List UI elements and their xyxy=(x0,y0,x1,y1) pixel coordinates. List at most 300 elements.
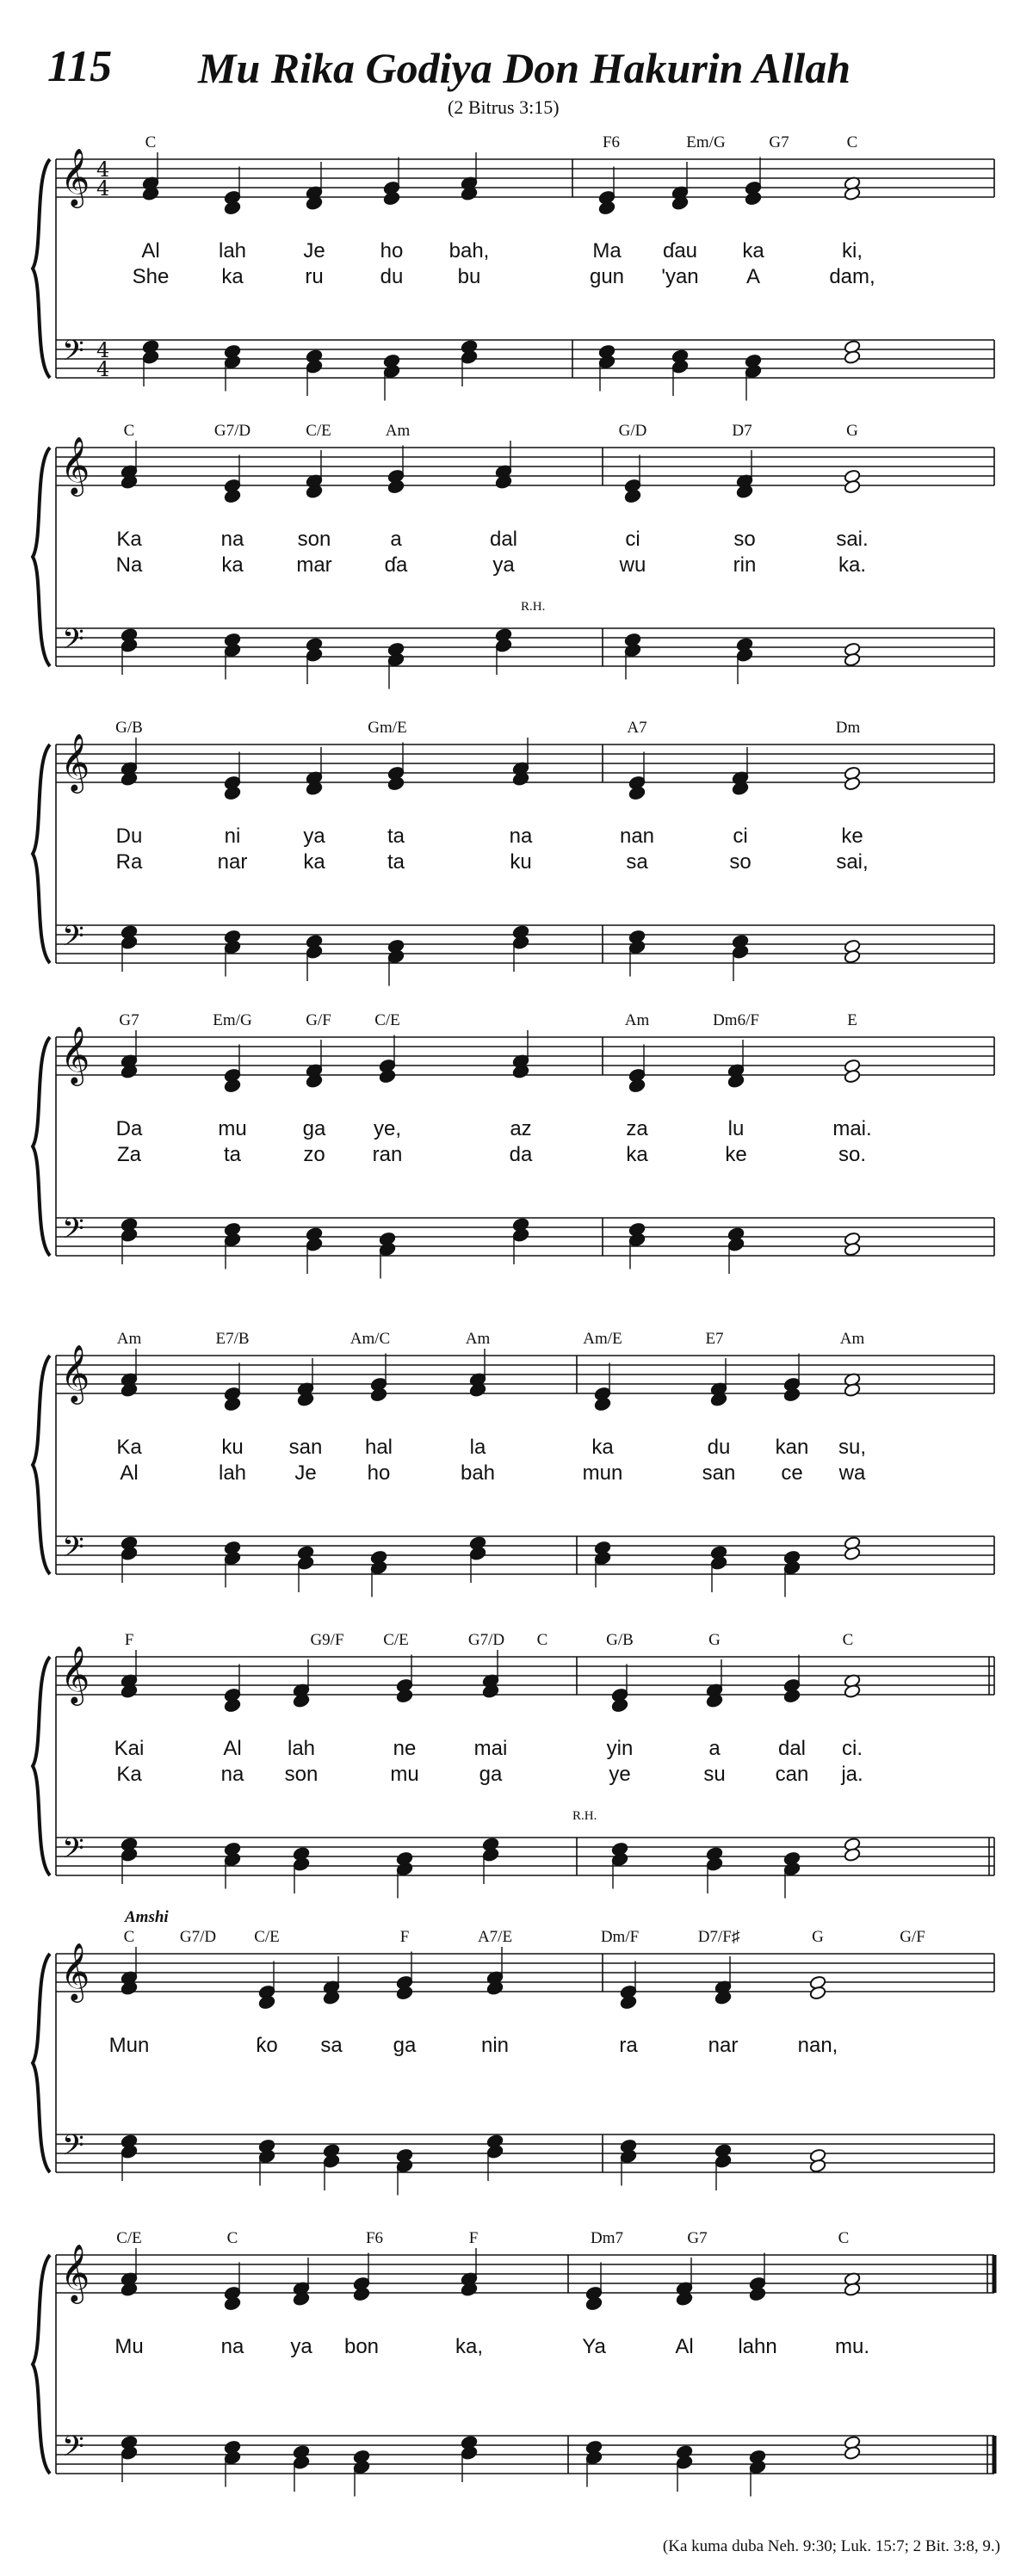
bass-notehead xyxy=(585,2450,603,2465)
lyric-syllable: bah xyxy=(460,1461,496,1485)
lyric-syllable: san xyxy=(702,1461,736,1485)
lyric-syllable: lahn xyxy=(738,2335,777,2358)
lyric-syllable: sai. xyxy=(836,528,869,551)
chord-symbol: G/B xyxy=(606,1631,634,1649)
bass-notehead xyxy=(624,643,641,658)
staff-graphics xyxy=(0,1924,1033,2208)
treble-notehead xyxy=(258,1995,275,2010)
chord-symbol: Am xyxy=(116,1330,142,1348)
bass-notehead xyxy=(121,2445,138,2460)
lyric-syllable: ka xyxy=(742,239,764,263)
lyric-syllable: Za xyxy=(116,1143,142,1166)
lyric-syllable: la xyxy=(469,1436,486,1459)
time-signature: 4 xyxy=(96,158,110,182)
treble-notehead xyxy=(671,195,689,210)
lyric-syllable: yin xyxy=(606,1737,634,1760)
lyric-syllable: sa xyxy=(626,850,648,874)
treble-notehead xyxy=(732,781,749,795)
bass-notehead xyxy=(749,2460,766,2474)
lyric-syllable: wu xyxy=(619,553,646,577)
chord-symbol: E xyxy=(847,1011,857,1029)
lyric-syllable: na xyxy=(220,2335,244,2358)
treble-clef: 𝄞 xyxy=(60,147,90,206)
bass-clef: 𝄢 xyxy=(62,920,84,960)
lyric-syllable: lah xyxy=(218,239,247,263)
treble-notehead xyxy=(396,1986,413,2000)
lyric-syllable: so xyxy=(733,528,756,551)
bass-notehead xyxy=(142,349,159,364)
lyric-syllable: mu xyxy=(390,1763,419,1786)
lyric-syllable: nar xyxy=(217,850,248,874)
lyric-syllable: ta xyxy=(223,1143,242,1166)
treble-notehead xyxy=(323,1990,340,2005)
lyric-syllable: Du xyxy=(115,825,143,848)
lyric-syllable: Kai xyxy=(114,1737,145,1760)
lyric-syllable: sai, xyxy=(836,850,869,874)
lyric-syllable: dam, xyxy=(829,265,875,288)
treble-clef: 𝄞 xyxy=(60,436,90,494)
brace xyxy=(33,1954,50,2172)
lyric-syllable: Mun xyxy=(108,2034,150,2057)
system-7 xyxy=(0,1908,1033,2208)
lyric-syllable: ka. xyxy=(838,553,867,577)
bass-notehead xyxy=(383,364,400,379)
treble-notehead xyxy=(387,479,405,494)
scripture-reference: (2 Bitrus 3:15) xyxy=(448,96,560,118)
treble-notehead xyxy=(306,195,323,210)
treble-notehead xyxy=(809,1986,826,2000)
lyric-syllable: bah, xyxy=(448,239,490,263)
treble-notehead xyxy=(844,1069,861,1084)
time-signature: 4 xyxy=(96,176,110,201)
bass-notehead xyxy=(676,2455,693,2469)
lyric-syllable: Al xyxy=(223,1737,242,1760)
brace xyxy=(33,1037,50,1256)
chord-symbol: Gm/E xyxy=(368,719,407,737)
bass-notehead xyxy=(783,1560,801,1575)
lyric-syllable: wa xyxy=(838,1461,866,1485)
bass-notehead xyxy=(783,1862,801,1876)
treble-notehead xyxy=(293,2291,310,2306)
staff-graphics xyxy=(0,2225,1033,2509)
lyric-syllable: Je xyxy=(303,239,325,263)
lyric-syllable: ci xyxy=(625,528,640,551)
lyric-syllable: ce xyxy=(781,1461,803,1485)
bass-notehead xyxy=(258,2149,275,2164)
chord-symbol: Dm/F xyxy=(600,1928,640,1946)
lyric-syllable: da xyxy=(509,1143,533,1166)
lyric-syllable: son xyxy=(297,528,331,551)
lyric-syllable: Na xyxy=(115,553,143,577)
chord-symbol: Am xyxy=(624,1011,650,1029)
system-5 xyxy=(0,1325,1033,1609)
lyric-syllable: du xyxy=(707,1436,731,1459)
treble-notehead xyxy=(512,1064,529,1078)
chord-symbol: F xyxy=(399,1928,410,1946)
lyric-syllable: na xyxy=(220,1763,244,1786)
bass-notehead xyxy=(495,638,512,652)
treble-notehead xyxy=(121,474,138,489)
hymn-number: 115 xyxy=(47,42,113,91)
chord-symbol: G7/D xyxy=(467,1631,505,1649)
lyric-syllable: ra xyxy=(619,2034,638,2057)
treble-notehead xyxy=(611,1698,628,1713)
bass-notehead xyxy=(121,638,138,652)
treble-notehead xyxy=(353,2287,370,2301)
bass-notehead xyxy=(745,364,762,379)
lyric-syllable: sa xyxy=(320,2034,343,2057)
right-hand-marker: R.H. xyxy=(521,600,546,614)
chord-symbol: A7/E xyxy=(477,1928,513,1946)
treble-clef: 𝄞 xyxy=(60,1344,90,1402)
lyric-syllable: nan xyxy=(619,825,655,848)
chord-symbol: Am xyxy=(385,422,411,440)
brace xyxy=(33,2255,50,2474)
treble-notehead xyxy=(121,1980,138,1995)
treble-notehead xyxy=(706,1693,723,1708)
chord-symbol: Em/G xyxy=(213,1011,252,1029)
bass-notehead xyxy=(727,1237,745,1251)
lyric-syllable: She xyxy=(132,265,170,288)
bass-notehead xyxy=(714,2153,732,2168)
lyric-syllable: can xyxy=(775,1763,809,1786)
chord-symbol: F xyxy=(124,1631,134,1649)
lyric-syllable: bu xyxy=(457,265,481,288)
bass-notehead xyxy=(379,1242,396,1257)
lyric-syllable: Ka xyxy=(116,1436,142,1459)
lyric-syllable: zo xyxy=(303,1143,325,1166)
treble-notehead xyxy=(844,186,861,201)
lyric-syllable: nin xyxy=(480,2034,510,2057)
treble-notehead xyxy=(844,1683,861,1698)
treble-notehead xyxy=(379,1069,396,1084)
bass-clef: 𝄢 xyxy=(62,1832,84,1872)
bass-clef: 𝄢 xyxy=(62,1213,84,1252)
treble-notehead xyxy=(224,2296,241,2311)
bass-notehead xyxy=(121,1546,138,1560)
chord-symbol: F xyxy=(468,2229,479,2247)
treble-notehead xyxy=(461,2282,478,2296)
lyric-syllable: ka xyxy=(591,1436,614,1459)
lyric-syllable: du xyxy=(380,265,404,288)
treble-notehead xyxy=(469,1382,486,1397)
lyric-syllable: ka xyxy=(626,1143,648,1166)
chord-symbol: E7/B xyxy=(215,1330,250,1348)
lyric-syllable: ka xyxy=(221,265,244,288)
treble-notehead xyxy=(594,1397,611,1412)
lyric-syllable: so. xyxy=(838,1143,867,1166)
bass-notehead xyxy=(224,1551,241,1566)
bass-notehead xyxy=(844,2445,861,2460)
lyric-syllable: A xyxy=(745,265,761,288)
treble-notehead xyxy=(486,1980,504,1995)
lyric-syllable: ye xyxy=(609,1763,631,1786)
bass-notehead xyxy=(121,1227,138,1242)
chord-symbol: G7/D xyxy=(213,422,251,440)
bass-notehead xyxy=(121,935,138,949)
lyric-syllable: gun xyxy=(589,265,625,288)
bass-notehead xyxy=(121,2144,138,2159)
chord-symbol: G/F xyxy=(900,1928,925,1946)
chord-symbol: C xyxy=(226,2229,238,2247)
bass-notehead xyxy=(306,944,323,959)
lyric-syllable: ye, xyxy=(373,1117,402,1140)
bass-notehead xyxy=(598,355,615,369)
chord-symbol: C xyxy=(846,133,858,151)
brace xyxy=(33,1356,50,1574)
system-2 xyxy=(0,417,1033,701)
bass-notehead xyxy=(611,1852,628,1867)
lyric-syllable: Al xyxy=(675,2335,694,2358)
hymn-title: Mu Rika Godiya Don Hakurin Allah xyxy=(198,44,851,92)
brace xyxy=(33,448,50,666)
treble-notehead xyxy=(121,771,138,786)
lyric-syllable: ni xyxy=(224,825,241,848)
bass-notehead xyxy=(628,1232,646,1247)
lyric-syllable: son xyxy=(284,1763,319,1786)
treble-notehead xyxy=(370,1387,387,1402)
treble-notehead xyxy=(142,186,159,201)
treble-notehead xyxy=(224,1698,241,1713)
chord-symbol: G7 xyxy=(769,133,789,151)
bass-notehead xyxy=(353,2460,370,2474)
chord-symbol: Dm7 xyxy=(591,2229,623,2247)
bass-notehead xyxy=(844,949,861,964)
bass-clef: 𝄢 xyxy=(62,335,84,374)
bass-notehead xyxy=(732,944,749,959)
brace xyxy=(33,744,50,963)
time-signature: 4 xyxy=(96,357,110,381)
chord-symbol: C/E xyxy=(254,1928,280,1946)
bass-notehead xyxy=(512,1227,529,1242)
lyric-syllable: ƙo xyxy=(256,2034,278,2057)
chord-symbol: C xyxy=(123,1928,135,1946)
chord-symbol: G7/D xyxy=(179,1928,217,1946)
bass-notehead xyxy=(323,2153,340,2168)
treble-notehead xyxy=(585,2296,603,2311)
lyric-syllable: Mu xyxy=(114,2335,144,2358)
lyric-syllable: Ra xyxy=(115,850,143,874)
bass-notehead xyxy=(461,2445,478,2460)
bass-clef: 𝄢 xyxy=(62,623,84,663)
lyric-syllable: hal xyxy=(364,1436,393,1459)
lyric-syllable: ru xyxy=(305,265,324,288)
bass-notehead xyxy=(844,349,861,364)
chord-symbol: D7 xyxy=(732,422,752,440)
lyric-syllable: kan xyxy=(775,1436,809,1459)
staff-graphics xyxy=(0,1627,1033,1911)
bass-notehead xyxy=(710,1555,727,1570)
bass-notehead xyxy=(224,940,241,954)
bass-notehead xyxy=(512,935,529,949)
footer-references: (Ka kuma duba Neh. 9:30; Luk. 15:7; 2 Bit. 3:8, 9.) xyxy=(662,2537,1000,2555)
bass-notehead xyxy=(706,1856,723,1871)
lyric-syllable: bon xyxy=(343,2335,380,2358)
lyric-syllable: mai. xyxy=(832,1117,872,1140)
treble-notehead xyxy=(745,191,762,206)
lyric-syllable: lah xyxy=(287,1737,316,1760)
lyric-syllable: mai xyxy=(473,1737,508,1760)
chord-symbol: G xyxy=(812,1928,824,1946)
bass-notehead xyxy=(387,652,405,667)
brace xyxy=(33,159,50,378)
bass-notehead xyxy=(671,359,689,374)
system-3 xyxy=(0,714,1033,998)
bass-notehead xyxy=(844,1242,861,1257)
lyric-syllable: su xyxy=(703,1763,726,1786)
lyric-syllable: mu. xyxy=(834,2335,870,2358)
lyric-syllable: san xyxy=(288,1436,323,1459)
bass-notehead xyxy=(461,349,478,364)
treble-notehead xyxy=(297,1392,314,1406)
lyric-syllable: a xyxy=(708,1737,721,1760)
treble-clef: 𝄞 xyxy=(60,1025,90,1084)
lyric-syllable: ku xyxy=(510,850,532,874)
treble-notehead xyxy=(844,1382,861,1397)
lyric-syllable: dal xyxy=(489,528,518,551)
treble-notehead xyxy=(224,786,241,800)
chord-symbol: C/E xyxy=(116,2229,142,2247)
bass-notehead xyxy=(121,1847,138,1862)
bass-notehead xyxy=(809,2159,826,2173)
bass-notehead xyxy=(396,2159,413,2173)
lyric-syllable: ke xyxy=(725,1143,747,1166)
lyric-syllable: ga xyxy=(479,1763,503,1786)
chord-symbol: C/E xyxy=(306,422,331,440)
lyric-syllable: ki, xyxy=(842,239,863,263)
chord-symbol: C/E xyxy=(383,1631,409,1649)
treble-notehead xyxy=(121,1683,138,1698)
staff-graphics xyxy=(0,417,1033,701)
lyric-syllable: ku xyxy=(221,1436,244,1459)
lyric-syllable: ya xyxy=(290,2335,312,2358)
lyric-syllable: ta xyxy=(387,850,405,874)
bass-notehead xyxy=(306,1237,323,1251)
lyric-syllable: az xyxy=(510,1117,532,1140)
chord-symbol: C xyxy=(536,1631,548,1649)
treble-notehead xyxy=(628,786,646,800)
treble-notehead xyxy=(293,1693,310,1708)
chord-symbol: Dm xyxy=(835,719,861,737)
bass-notehead xyxy=(370,1560,387,1575)
section-label: Amshi xyxy=(125,1908,169,1926)
treble-notehead xyxy=(224,1078,241,1093)
chord-symbol: G/F xyxy=(306,1011,331,1029)
lyric-syllable: ran xyxy=(372,1143,403,1166)
treble-notehead xyxy=(383,191,400,206)
lyric-syllable: Ya xyxy=(582,2335,606,2358)
treble-notehead xyxy=(624,489,641,503)
chord-symbol: Em/G xyxy=(686,133,726,151)
lyric-syllable: Al xyxy=(141,239,160,263)
bass-notehead xyxy=(486,2144,504,2159)
chord-symbol: C xyxy=(145,133,157,151)
chord-symbol: E7 xyxy=(705,1330,724,1348)
bass-notehead xyxy=(297,1555,314,1570)
treble-notehead xyxy=(387,776,405,791)
bass-notehead xyxy=(224,2450,241,2465)
bass-notehead xyxy=(306,359,323,374)
lyric-syllable: na xyxy=(509,825,533,848)
lyric-syllable: Ka xyxy=(116,1763,142,1786)
lyric-syllable: Ka xyxy=(116,528,142,551)
treble-notehead xyxy=(306,781,323,795)
treble-notehead xyxy=(844,2282,861,2296)
right-hand-marker: R.H. xyxy=(572,1809,597,1823)
system-4 xyxy=(0,1007,1033,1291)
chord-symbol: C xyxy=(838,2229,850,2247)
lyric-syllable: na xyxy=(220,528,244,551)
treble-clef: 𝄞 xyxy=(60,2243,90,2301)
chord-symbol: G9/F xyxy=(310,1631,344,1649)
lyric-syllable: ho xyxy=(367,1461,391,1485)
bass-notehead xyxy=(224,355,241,369)
treble-notehead xyxy=(482,1683,499,1698)
treble-clef: 𝄞 xyxy=(60,732,90,791)
treble-notehead xyxy=(306,484,323,498)
treble-notehead xyxy=(121,2282,138,2296)
lyric-syllable: a xyxy=(390,528,402,551)
bass-notehead xyxy=(844,1546,861,1560)
treble-notehead xyxy=(121,1382,138,1397)
treble-notehead xyxy=(461,186,478,201)
treble-notehead xyxy=(710,1392,727,1406)
lyric-syllable: 'yan xyxy=(661,265,699,288)
lyric-syllable: ta xyxy=(387,825,405,848)
lyric-syllable: ya xyxy=(303,825,325,848)
chord-symbol: G xyxy=(708,1631,721,1649)
lyric-syllable: so xyxy=(729,850,752,874)
treble-notehead xyxy=(495,474,512,489)
lyric-syllable: ho xyxy=(380,239,404,263)
lyric-syllable: ka xyxy=(303,850,325,874)
treble-notehead xyxy=(736,484,753,498)
bass-clef: 𝄢 xyxy=(62,2431,84,2470)
treble-clef: 𝄞 xyxy=(60,1942,90,2000)
bass-clef: 𝄢 xyxy=(62,2129,84,2169)
treble-notehead xyxy=(844,479,861,494)
lyric-syllable: ci xyxy=(733,825,748,848)
bass-notehead xyxy=(482,1847,499,1862)
bass-notehead xyxy=(620,2149,637,2164)
lyric-syllable: za xyxy=(626,1117,648,1140)
lyric-syllable: lu xyxy=(727,1117,745,1140)
lyric-syllable: ɗa xyxy=(384,553,408,577)
treble-notehead xyxy=(749,2287,766,2301)
chord-symbol: F6 xyxy=(602,133,621,151)
system-1 xyxy=(0,129,1033,413)
lyric-syllable: ya xyxy=(492,553,515,577)
bass-notehead xyxy=(293,2455,310,2469)
treble-notehead xyxy=(512,771,529,786)
lyric-syllable: ka, xyxy=(455,2335,484,2358)
treble-notehead xyxy=(727,1073,745,1088)
treble-notehead xyxy=(396,1689,413,1703)
bass-notehead xyxy=(387,949,405,964)
chord-symbol: Am xyxy=(839,1330,865,1348)
lyric-syllable: ke xyxy=(841,825,863,848)
lyric-syllable: ga xyxy=(302,1117,326,1140)
bass-notehead xyxy=(224,1852,241,1867)
chord-symbol: C xyxy=(123,422,135,440)
chord-symbol: Am/E xyxy=(583,1330,622,1348)
chord-symbol: Am/C xyxy=(349,1330,391,1348)
lyric-syllable: ja. xyxy=(841,1763,863,1786)
bass-clef: 𝄢 xyxy=(62,1531,84,1571)
lyric-syllable: Ma xyxy=(592,239,622,263)
chord-symbol: G7 xyxy=(687,2229,708,2247)
treble-notehead xyxy=(224,1397,241,1412)
